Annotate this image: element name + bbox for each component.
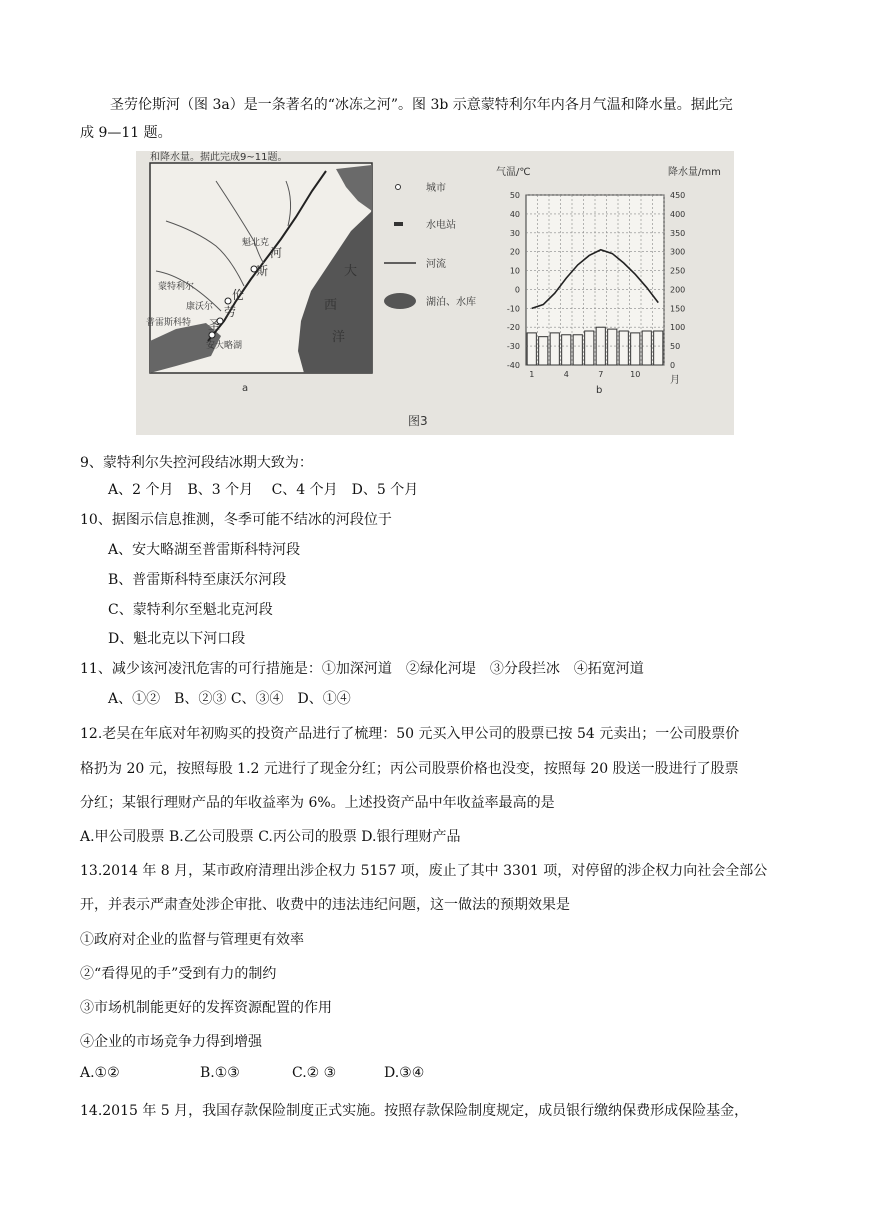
q11-options: A、①② B、②③ C、③④ D、①④ (108, 691, 351, 707)
river-char-4: 斯 (256, 264, 269, 278)
x-tick-label: 10 (630, 370, 641, 379)
chart-x-axis-label: 月 (670, 375, 680, 386)
river-char-3: 伦 (232, 288, 245, 302)
map-a (146, 163, 372, 394)
river-char-1: 圣 (208, 318, 221, 332)
left-tick-label: 20 (509, 247, 520, 257)
right-tick-label: 350 (670, 228, 686, 238)
q13-option-a: A.①② (80, 1065, 120, 1081)
right-tick-label: 400 (670, 209, 686, 219)
label-montreal: 蒙特利尔 (158, 282, 195, 292)
q12-options: A.甲公司股票 B.乙公司股票 C.丙公司的股票 D.银行理财产品 (80, 829, 461, 845)
right-tick-label: 450 (670, 191, 686, 200)
left-tick-label: -10 (506, 304, 520, 314)
x-tick-label: 4 (563, 370, 569, 379)
right-tick-label: 100 (670, 323, 686, 333)
q13-option-d: D.③④ (384, 1065, 425, 1081)
q10-option-d: D、魁北克以下河口段 (108, 631, 246, 647)
chart-sublabel: b (596, 385, 603, 396)
climate-chart-b (496, 165, 721, 396)
left-tick-label: 10 (509, 266, 520, 276)
figure-3-svg (136, 151, 734, 435)
chart-left-ticks (507, 191, 520, 370)
q13-option-c: C.② ③ (292, 1065, 337, 1081)
right-tick-label: 50 (670, 342, 681, 352)
label-ontario-lake: 安大略湖 (206, 341, 243, 351)
chart-x-ticks (529, 370, 640, 379)
q11-stem: 11、减少该河凌汛危害的可行措施是：①加深河道 ②绿化河堤 ③分段拦冰 ④拓宽河道 (80, 661, 644, 677)
ocean-char-3: 洋 (332, 330, 346, 345)
map-sublabel: a (242, 383, 249, 394)
city-dot-montreal (225, 298, 231, 304)
x-tick-label: 7 (598, 370, 604, 379)
q13-statement-2: ②“看得见的手”受到有力的制约 (80, 966, 277, 982)
map-legend (384, 181, 476, 309)
q13-statement-3: ③市场机制能更好的发挥资源配置的作用 (80, 1000, 332, 1016)
right-tick-label: 0 (670, 361, 676, 370)
legend-hydro-symbol (394, 222, 403, 226)
q12-line-1: 12.老吴在年底对年初购买的投资产品进行了梳理：50 元买入甲公司的股票已按 54 元卖出；一公司股票价 (80, 726, 740, 742)
q10-option-a: A、安大略湖至普雷斯科特河段 (108, 542, 301, 558)
left-tick-label: -40 (506, 361, 520, 370)
q10-option-b: B、普雷斯科特至康沃尔河段 (108, 572, 287, 588)
q9-stem: 9、蒙特利尔失控河段结冰期大致为： (80, 455, 313, 471)
intro-line-1: 圣劳伦斯河（图 3a）是一条著名的“冰冻之河”。图 3b 示意蒙特利尔年内各月气温和降水量。据此完 (110, 97, 733, 113)
q14-line-1: 14.2015 年 5 月，我国存款保险制度正式实施。按照存款保险制度规定，成员银行缴纳保费形成保险基金， (80, 1103, 749, 1119)
q12-line-3: 分红；某银行理财产品的年收益率为 6%。上述投资产品中年收益率最高的是 (80, 795, 555, 811)
legend-lake-symbol (384, 293, 416, 309)
legend-river-label: 河流 (426, 259, 446, 270)
figure-caption: 图3 (408, 414, 428, 428)
figure-top-text: 和降水量。据此完成9~11题。 (150, 152, 288, 163)
q13-statement-1: ①政府对企业的监督与管理更有效率 (80, 932, 304, 948)
q13-statement-4: ④企业的市场竞争力得到增强 (80, 1034, 262, 1050)
q9-options: A、2 个月 B、3 个月 C、4 个月 D、5 个月 (108, 482, 419, 498)
river-char-5: 河 (270, 246, 283, 260)
label-cornwall: 康沃尔 (186, 302, 214, 312)
city-dot-prescott (209, 332, 215, 338)
q13-option-b: B.①③ (200, 1065, 240, 1081)
figure-3 (136, 151, 734, 435)
left-tick-label: 0 (514, 285, 520, 295)
q10-option-c: C、蒙特利尔至魁北克河段 (108, 602, 273, 618)
legend-city-symbol (396, 185, 401, 190)
left-tick-label: -20 (506, 323, 520, 333)
right-tick-label: 300 (670, 247, 686, 257)
chart-grid (526, 195, 664, 365)
left-tick-label: 40 (509, 209, 520, 219)
chart-right-axis-label: 降水量/mm (668, 167, 721, 178)
q13-line-1: 13.2014 年 8 月，某市政府清理出涉企权力 5157 项，废止了其中 3301 项，对停留的涉企权力向社会全部公 (80, 863, 768, 879)
intro-line-2: 成 9—11 题。 (80, 125, 172, 141)
right-tick-label: 250 (670, 266, 686, 276)
q13-line-2: 开，并表示严肃查处涉企审批、收费中的违法违纪问题，这一做法的预期效果是 (80, 897, 570, 913)
x-tick-label: 1 (529, 370, 535, 379)
ocean-char-2: 西 (324, 298, 338, 313)
ocean-char-1: 大 (344, 264, 358, 279)
chart-left-axis-label: 气温/℃ (496, 167, 531, 178)
q12-line-2: 格扔为 20 元，按照每股 1.2 元进行了现金分红；丙公司股票价格也没变，按照每 20 股送一股进行了股票 (80, 761, 739, 777)
right-tick-label: 200 (670, 285, 686, 295)
label-prescott: 普雷斯科特 (146, 318, 192, 328)
legend-hydro-label: 水电站 (426, 220, 456, 231)
label-quebec: 魁北克 (242, 238, 270, 248)
right-tick-label: 150 (670, 304, 686, 314)
left-tick-label: 30 (509, 228, 520, 238)
legend-lake-label: 湖泊、水库 (426, 297, 476, 308)
q10-stem: 10、据图示信息推测，冬季可能不结冰的河段位于 (80, 512, 392, 528)
legend-city-label: 城市 (426, 183, 446, 194)
river-char-2: 劳 (224, 305, 237, 319)
left-tick-label: 50 (509, 191, 520, 200)
left-tick-label: -30 (506, 342, 520, 352)
chart-right-ticks (670, 191, 685, 370)
